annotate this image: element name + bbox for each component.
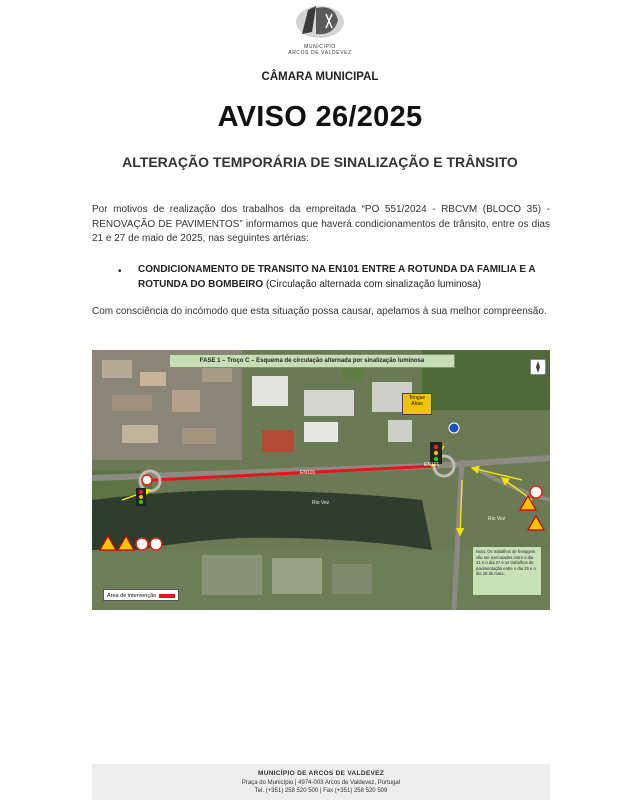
notice-subject: ALTERAÇÃO TEMPORÁRIA DE SINALIZAÇÃO E TRÂNSITO [122,154,518,170]
river-label: Rio Vez [312,500,330,506]
logo-emblem-icon [290,2,350,44]
compass-icon [530,359,546,375]
map-note: Nota: Os trabalhos de fresagem vão ser executados entre o dia 21 e o dia 27 e os trabalhos de pavimentação entre o dia 25 e o dia 26 de maio. [472,546,542,596]
closing-paragraph: Com consciência do incómodo que esta situação possa causar, apelamos à sua melhor compreensão. [92,306,547,317]
legend-swatch [159,594,175,598]
logo-line1: MUNICÍPIO [304,44,336,50]
restriction-detail: (Circulação alternada com sinalização luminosa) [263,278,482,290]
legend-label: Área de intervenção [107,593,157,599]
road-label-en101: EN101 [300,470,316,476]
page-footer [92,764,550,800]
footer-address: Praça do Município | 4974-003 Arcos de Valdevez, Portugal [241,780,401,786]
warning-sign-label: Tongue Ahas [402,393,432,415]
notice-title: AVISO 26/2025 [217,101,423,133]
logo-line2: ARCOS DE VALDEVEZ [288,50,352,56]
footer-contacts: Tel. (+351) 258 520 500 | Fax (+351) 258 520 509 [254,788,388,794]
organization-heading: CÂMARA MUNICIPAL [261,71,379,83]
municipality-logo [0,2,640,56]
restriction-bold: CONDICIONAMENTO DE TRANSITO NA EN101 ENTRE A ROTUNDA DA FAMILIA E A ROTUNDA DO BOMBEIRO [138,264,536,290]
river-label-east: Rio Vez [488,516,506,522]
intro-paragraph: Por motivos de realização dos trabalhos da empreitada “PO 551/2024 - RBCVM (BLOCO 35) - RENOVAÇÃO DE PAVIMENTOS” informamos que haverá condicionamentos de trânsito, entre os dias 21 e 27 de maio de 2025, nas seguintes artérias: [92,204,550,244]
map-legend [103,589,179,601]
restriction-item [138,263,550,292]
bullet-dot-icon: • [118,266,122,277]
map-title: FASE 1 – Troço C – Esquema de circulação alternada por sinalização luminosa [169,354,455,368]
footer-org: MUNICÍPIO DE ARCOS DE VALDEVEZ [257,770,384,777]
road-label-en101-east: EN101 [424,462,440,468]
